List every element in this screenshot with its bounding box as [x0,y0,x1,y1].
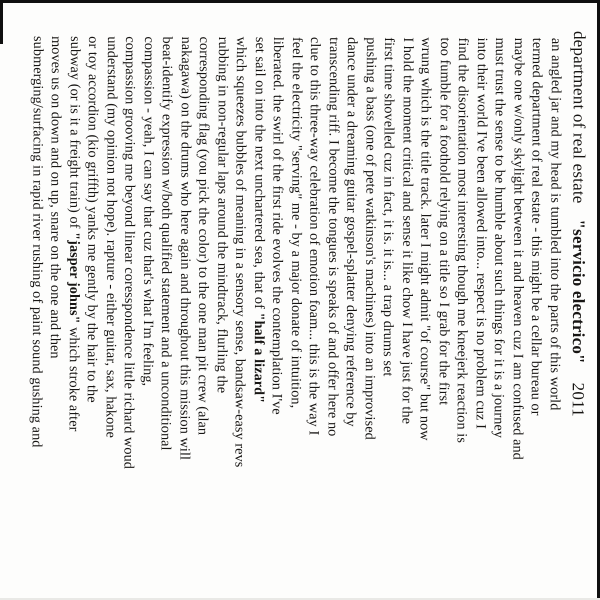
text-segment: into their world I've been allowed into... respect is no problem cuz I [472,37,490,429]
liner-notes-line [27,36,47,585]
liner-notes-line [101,36,121,585]
text-segment: must trust the sense to be humble about such things for it is a journey [491,37,509,439]
liner-notes-line [286,37,306,586]
liner-notes-line [471,38,491,587]
text-segment: set sail on into the next unchartered sea, that of [251,36,268,313]
text-segment: too fumble for a foothold relying on a title so I grab for the first [435,37,453,406]
liner-notes-line [64,36,84,585]
text-segment: maybe one w/only skylight between it and heaven cuz I am confused and [509,37,527,460]
liner-notes-line [193,37,213,586]
release-year: 2011 [568,382,588,417]
liner-notes-line [452,38,472,587]
text-segment: wrung which is the title track. later I might admit "of course" but now [417,37,435,441]
frame-border-top [0,0,600,3]
text-segment: understand (my opinion not hope). rapture - either guitar, sax, hakone [102,36,120,438]
text-segment: transcending riff. I become the tongues is speaks of and offer here no [324,37,342,437]
liner-notes-line [341,37,361,586]
album-title: "servicio electrico" [568,219,589,364]
text-segment: beat-identify expression w/both qualified statement and a unconditional [158,36,176,451]
liner-notes-line [323,37,343,586]
text-segment: compassion grooving me beyond linear coresspondence little richard woud [120,36,139,470]
text-segment: an angled jar and my head is tumbled into the parts of this world [546,37,564,411]
liner-notes-line [304,37,324,586]
text-segment: subway (or is it a freight train) of [66,36,83,233]
liner-notes-line [212,37,232,586]
text-segment: termed department of real estate - this might be a cellar bureau or [528,37,546,416]
liner-notes-line [545,38,565,587]
liner-notes-line [138,36,158,585]
liner-notes-line [45,36,65,585]
text-segment: corresponding flag (you pick the color) to the one man pit crew (alan [195,36,213,436]
text-segment: feel the electricity "serving" me - by a major donate of intuition, [287,36,305,409]
artist-name: department of real estate [569,30,589,204]
text-segment: rubbing in non-regular laps around the mindtrack, flurling the [213,36,231,394]
title-line [566,31,591,587]
liner-notes-line [508,38,528,587]
text-segment: which stroke after [65,323,82,432]
text-segment: find the disorientation most interesting though me kneejerk reaction is [454,37,472,444]
bold-phrase: "half a lizard" [250,312,268,404]
text-segment: moves us on down and on up, snare on the one and then [47,36,65,359]
text-segment: liberated. the swirl of the first ride evolves the contemplation I've [269,36,287,415]
text-segment: I hold the moment critical and sense it like chow I have just for the [398,37,416,425]
liner-notes-line [82,36,102,585]
liner-notes-line [156,36,176,585]
liner-notes-body [27,29,565,587]
liner-notes-line [175,37,195,586]
liner-notes-line [397,37,417,586]
liner-notes-line [378,37,398,586]
text-segment: dance under a dreaming guitar gospel-splatter denying reference by [343,37,361,427]
liner-notes-line [360,37,380,586]
frame-border-left-stub [0,0,3,44]
text-segment: compassion - yeah, I can say that cuz that's what I'm feeling, [139,36,157,387]
liner-notes-line [415,37,435,586]
liner-notes-line [119,36,139,585]
liner-notes-line [526,38,546,587]
bold-phrase: "jasper johns" [65,232,83,324]
text-segment: first time shovelled cuz in fact, it is. it is... a trap drums set [380,37,398,377]
liner-notes-line [434,37,454,586]
text-segment: which squeezes bubbles of meaning in a sensory sense, bandsaw-easy revs [231,36,250,468]
liner-notes-line [249,37,269,586]
text-segment: nakagawa) on the drums who here again and throughout this mission will [176,36,194,461]
liner-notes-line [267,37,287,586]
text-segment: or toy accordion (kio griffth) yanks me gently by the hair to the [84,36,102,403]
liner-notes-line [489,38,509,587]
text-segment: pushing a bass (one of pete watkinson's machines) into an improvised [361,37,379,440]
liner-notes-line [230,37,250,586]
rotated-liner-notes-text [27,29,591,587]
text-segment: submerging/surfacing in rapid river rushing of paint sound gushing and [28,36,46,448]
text-segment: clue to this three-way celebration of emotion foam... this is the way I [306,37,324,436]
